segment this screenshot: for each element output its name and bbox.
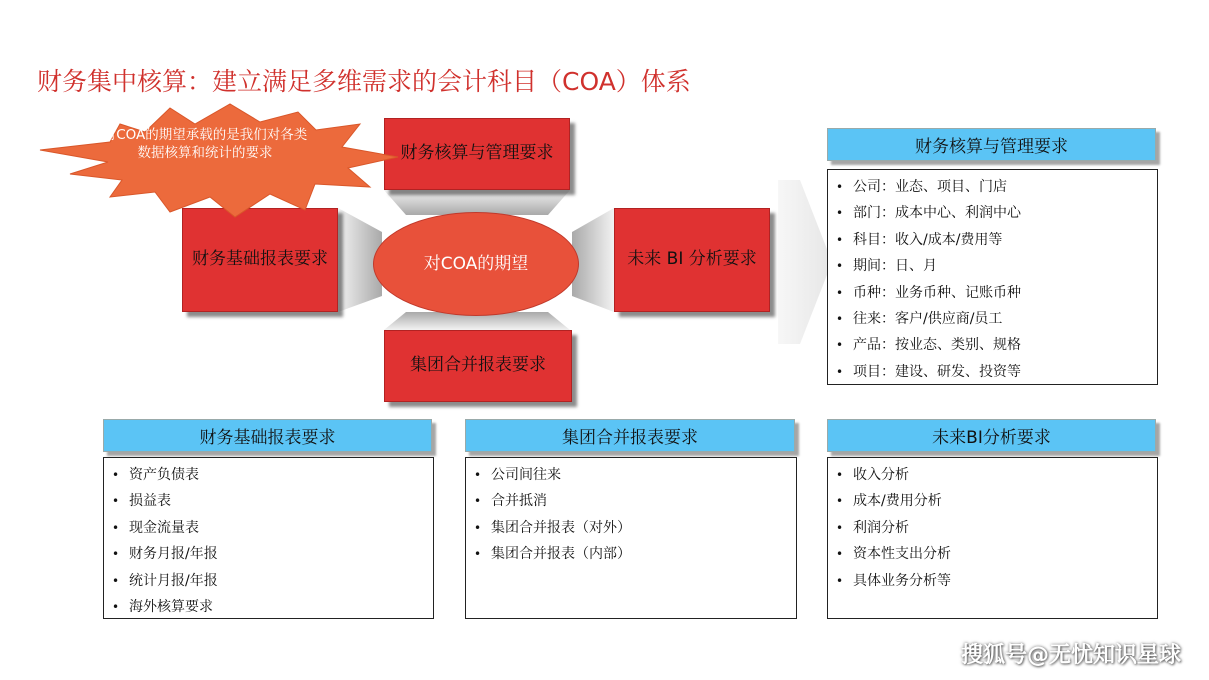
list-item: • 科目：收入/成本/费用等 (836, 227, 1157, 253)
list-item: • 损益表 (112, 488, 433, 514)
list-item: • 资产负债表 (112, 462, 433, 488)
diagram-box-management: 财务核算与管理要求 (384, 118, 570, 190)
list-item: • 收入分析 (836, 462, 1157, 488)
list-item: • 产品：按业态、类别、规格 (836, 332, 1157, 358)
list-item: • 具体业务分析等 (836, 568, 1157, 594)
list-item: • 成本/费用分析 (836, 488, 1157, 514)
diagram-box-bi: 未来 BI 分析要求 (614, 208, 770, 312)
big-arrow (778, 180, 832, 344)
center-ellipse: 对COA的期望 (373, 212, 579, 316)
list-item: • 利润分析 (836, 515, 1157, 541)
list-item: • 统计月报/年报 (112, 568, 433, 594)
list-item: • 集团合并报表（内部） (474, 541, 796, 567)
panel-bi-list (827, 457, 1158, 619)
panel-header-bi: 未来BI分析要求 (827, 419, 1156, 452)
list-item: • 币种：业务币种、记账币种 (836, 280, 1157, 306)
list-item: • 部门：成本中心、利润中心 (836, 200, 1157, 226)
list-item: • 合并抵消 (474, 488, 796, 514)
panel-header-basic-reports: 财务基础报表要求 (103, 419, 432, 452)
panel-header-consolidated: 集团合并报表要求 (465, 419, 795, 452)
list-item: • 集团合并报表（对外） (474, 515, 796, 541)
panel-header-management: 财务核算与管理要求 (827, 128, 1156, 161)
diagram-box-consolidated: 集团合并报表要求 (384, 330, 572, 402)
list-item: • 期间：日、月 (836, 253, 1157, 279)
list-item: • 项目：建设、研发、投资等 (836, 359, 1157, 385)
list-item: • 现金流量表 (112, 515, 433, 541)
list-item: • 资本性支出分析 (836, 541, 1157, 567)
list-item: • 财务月报/年报 (112, 541, 433, 567)
list-item: • 往来：客户/供应商/员工 (836, 306, 1157, 332)
panel-basic-reports-list (103, 457, 434, 619)
watermark: 搜狐号@无忧知识星球 (960, 643, 1181, 668)
list-item: • 公司：业态、项目、门店 (836, 174, 1157, 200)
list-item: • 公司间往来 (474, 462, 796, 488)
panel-management-list (827, 169, 1158, 385)
list-item: • 海外核算要求 (112, 594, 433, 620)
diagram-box-basic-reports: 财务基础报表要求 (182, 208, 338, 312)
panel-consolidated-list (465, 457, 797, 619)
page-title: 财务集中核算：建立满足多维需求的会计科目（COA）体系 (37, 67, 691, 96)
callout-text: 对COA的期望承载的是我们对各类数据核算和统计的要求 (102, 127, 308, 162)
